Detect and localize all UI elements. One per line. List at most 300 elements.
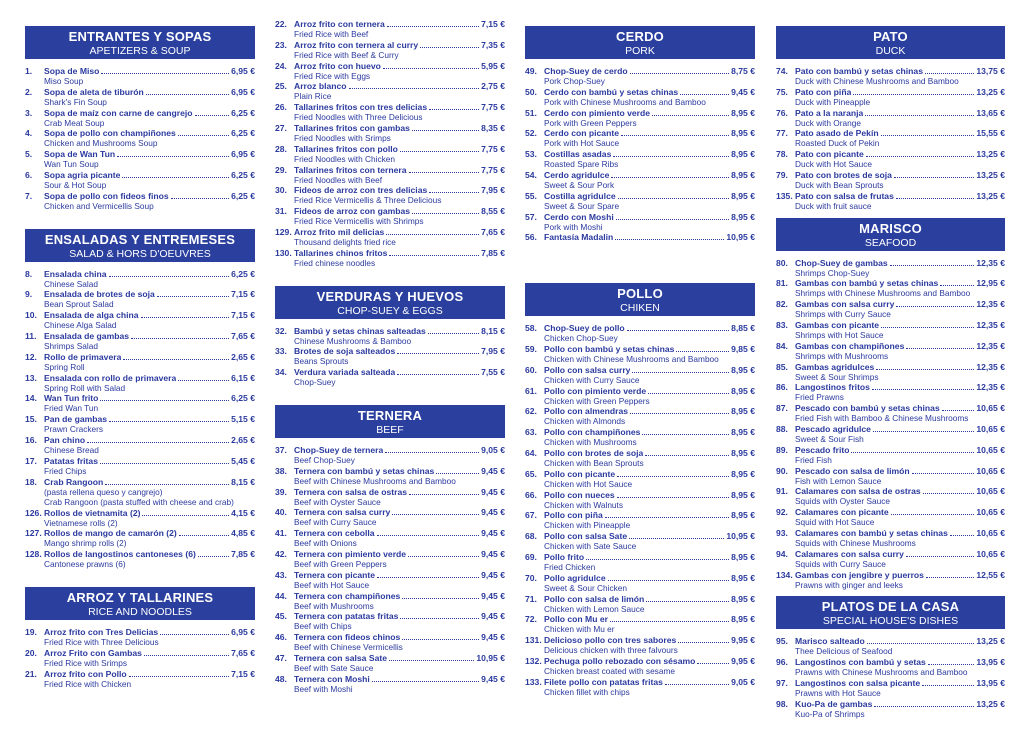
dot-leader xyxy=(896,198,974,199)
item-number: 66. xyxy=(525,489,537,500)
item-price: 5,95 € xyxy=(481,60,505,71)
item-number: 89. xyxy=(776,444,788,455)
dot-leader xyxy=(630,413,729,414)
item-line xyxy=(795,486,1005,496)
dot-leader xyxy=(428,333,479,334)
item-number: 58. xyxy=(525,323,537,334)
item-body xyxy=(294,61,505,81)
item-translation: Spring Roll with Salad xyxy=(44,382,126,393)
dot-leader xyxy=(665,684,729,685)
item-translation: Fried Rice with Three Delicious xyxy=(44,636,159,647)
item-line xyxy=(294,346,505,356)
item-body xyxy=(44,435,255,455)
item-body xyxy=(795,278,1005,298)
dot-leader xyxy=(627,330,729,331)
dot-leader xyxy=(100,463,229,464)
dot-leader xyxy=(117,156,229,157)
item-name: Patatas fritas xyxy=(44,455,98,466)
item-line xyxy=(795,382,1005,392)
item-name: Chop-Suey de pollo xyxy=(544,323,625,334)
item-body xyxy=(544,614,755,634)
item-price: 8,95 € xyxy=(731,149,755,160)
item-body xyxy=(294,653,505,673)
item-translation-2: Crab Rangoon (pasta stuffed with cheese and crab) xyxy=(44,496,234,507)
item-price: 8,95 € xyxy=(731,447,755,458)
item-name: Ternera con patatas fritas xyxy=(294,611,399,622)
item-number: 87. xyxy=(776,403,788,414)
item-price: 13,95 € xyxy=(976,677,1005,688)
item-body xyxy=(544,149,755,169)
menu-item xyxy=(525,191,755,212)
menu-item xyxy=(776,445,1005,466)
section-header xyxy=(275,286,505,319)
item-body xyxy=(44,170,255,190)
menu-item xyxy=(25,435,255,456)
menu-item xyxy=(25,414,255,435)
dot-leader xyxy=(906,556,974,557)
menu-item xyxy=(275,591,505,612)
item-name: Gambas con jengibre y puerros xyxy=(795,569,924,580)
item-line xyxy=(544,323,755,333)
section-subtitle: RICE AND NOODLES xyxy=(88,605,192,618)
item-number: 79. xyxy=(776,169,788,180)
menu-item xyxy=(525,128,755,149)
item-line xyxy=(294,326,505,336)
item-name: Sopa agria picante xyxy=(44,169,121,180)
item-body xyxy=(795,258,1005,278)
dot-leader xyxy=(891,514,975,515)
item-number: 7. xyxy=(25,190,33,201)
item-translation: Chicken with Almonds xyxy=(544,416,626,427)
item-number: 134. xyxy=(776,569,793,580)
dot-leader xyxy=(178,380,229,381)
dot-leader xyxy=(906,348,974,349)
item-name: Rollos de vietnamita (2) xyxy=(44,507,141,518)
item-translation: Prawn Crackers xyxy=(44,424,104,435)
item-translation: Shrimps with Chinese Mushrooms and Bamboo xyxy=(795,288,971,299)
menu-item xyxy=(776,170,1005,191)
item-line xyxy=(795,362,1005,372)
item-body xyxy=(544,323,755,343)
dot-leader xyxy=(144,655,229,656)
menu-item xyxy=(275,19,505,40)
section-subtitle: SEAFOOD xyxy=(864,236,917,249)
item-number: 50. xyxy=(525,86,537,97)
menu-item xyxy=(275,507,505,528)
item-body xyxy=(294,165,505,185)
item-price: 6,25 € xyxy=(231,128,255,139)
menu-item xyxy=(525,212,755,233)
item-name: Calamares con salsa curry xyxy=(795,548,904,559)
item-name: Pato a la naranja xyxy=(795,107,864,118)
menu-item xyxy=(25,648,255,669)
item-line xyxy=(294,674,505,684)
dot-leader xyxy=(123,359,229,360)
item-translation: Sweet & Sour Pork xyxy=(544,179,615,190)
item-translation: Vietnamese rolls (2) xyxy=(44,517,118,528)
item-number: 53. xyxy=(525,149,537,160)
item-translation: Squids with Chinese Mushrooms xyxy=(795,537,916,548)
menu-item xyxy=(25,289,255,310)
item-number: 13. xyxy=(25,372,37,383)
item-body xyxy=(294,123,505,143)
item-name: Costillas asadas xyxy=(544,149,612,160)
item-name: Pato asado de Pekín xyxy=(795,128,879,139)
dot-leader xyxy=(894,177,974,178)
menu-item xyxy=(25,549,255,570)
item-translation: Sweet & Sour Shrimps xyxy=(795,371,879,382)
item-price: 6,95 € xyxy=(231,66,255,76)
item-number: 42. xyxy=(275,548,287,559)
item-number: 77. xyxy=(776,128,788,139)
menu-item xyxy=(525,170,755,191)
menu-item xyxy=(525,510,755,531)
item-number: 97. xyxy=(776,677,788,688)
menu-item xyxy=(776,486,1005,507)
item-number: 16. xyxy=(25,434,37,445)
menu-item xyxy=(525,656,755,677)
item-price: 6,25 € xyxy=(231,107,255,118)
item-number: 40. xyxy=(275,507,287,518)
item-name: Gambas con bambú y setas chinas xyxy=(795,278,939,289)
item-line xyxy=(294,445,505,455)
item-name: Pollo con salsa Sate xyxy=(544,531,628,542)
item-name: Pato con bambú y setas chinas xyxy=(795,66,923,76)
section-header xyxy=(25,229,255,262)
item-translation: Crab Meat Soup xyxy=(44,117,105,128)
item-translation: Beef with Chinese Mushrooms and Bamboo xyxy=(294,475,456,486)
menu-item xyxy=(275,367,505,388)
item-body xyxy=(294,144,505,164)
item-price: 15,55 € xyxy=(976,128,1005,139)
dot-leader xyxy=(160,634,229,635)
item-body xyxy=(294,81,505,101)
item-price: 13,25 € xyxy=(976,86,1005,97)
item-number: 14. xyxy=(25,393,37,404)
menu-item xyxy=(275,165,505,186)
item-name: Sopa de Miso xyxy=(44,66,100,76)
item-translation: Beef with Green Peppers xyxy=(294,558,387,569)
item-number: 81. xyxy=(776,278,788,289)
dot-leader xyxy=(105,484,229,485)
item-line xyxy=(544,531,755,541)
item-price: 12,35 € xyxy=(976,299,1005,310)
item-name: Pollo frito xyxy=(544,551,585,562)
item-line xyxy=(795,549,1005,559)
menu-item xyxy=(25,149,255,170)
item-translation: Chinese Salad xyxy=(44,278,98,289)
dot-leader xyxy=(397,353,479,354)
item-body xyxy=(294,248,505,268)
item-body xyxy=(44,87,255,107)
item-line xyxy=(795,191,1005,201)
menu-item xyxy=(776,382,1005,403)
item-line xyxy=(544,191,755,201)
item-price: 9,45 € xyxy=(481,465,505,476)
item-line xyxy=(44,352,255,362)
dot-leader xyxy=(621,135,729,136)
item-translation: Chicken with Pineapple xyxy=(544,520,631,531)
dot-leader xyxy=(389,255,479,256)
dot-leader xyxy=(926,577,974,578)
item-number: 19. xyxy=(25,626,37,637)
item-translation: Cantonese prawns (6) xyxy=(44,559,126,570)
item-translation: Sweet & Sour Chicken xyxy=(544,582,628,593)
dot-leader xyxy=(146,94,229,95)
item-number: 69. xyxy=(525,551,537,562)
item-name: Arroz frito con huevo xyxy=(294,60,381,71)
dot-leader xyxy=(409,494,479,495)
item-line xyxy=(44,414,255,424)
dot-leader xyxy=(179,535,229,536)
menu-item xyxy=(25,352,255,373)
item-translation: Chicken with Mu er xyxy=(544,624,615,635)
item-body xyxy=(294,528,505,548)
dot-leader xyxy=(615,239,724,240)
item-line xyxy=(294,19,505,29)
item-name: Arroz frito con ternera al curry xyxy=(294,39,419,50)
item-body xyxy=(795,66,1005,86)
item-name: Marisco salteado xyxy=(795,636,865,647)
item-body xyxy=(294,549,505,569)
item-body xyxy=(544,232,755,242)
item-translation: Prawns with Chinese Mushrooms and Bamboo xyxy=(795,667,968,678)
item-translation: Fish with Lemon Sauce xyxy=(795,475,882,486)
item-body xyxy=(544,427,755,447)
dot-leader xyxy=(646,601,729,602)
item-price: 7,55 € xyxy=(481,367,505,378)
item-body xyxy=(544,365,755,385)
section-pollo xyxy=(525,283,755,697)
item-body xyxy=(44,549,255,569)
item-number: 96. xyxy=(776,657,788,668)
section-title: ARROZ Y TALLARINES xyxy=(66,589,214,605)
item-line xyxy=(795,403,1005,413)
item-name: Pollo con salsa de limón xyxy=(544,593,645,604)
item-line xyxy=(795,445,1005,455)
item-price: 7,65 € xyxy=(231,330,255,341)
item-number: 27. xyxy=(275,122,287,133)
item-body xyxy=(544,66,755,86)
item-body xyxy=(294,611,505,631)
item-number: 67. xyxy=(525,510,537,521)
item-line xyxy=(544,365,755,375)
dot-leader xyxy=(618,198,729,199)
item-name: Sopa de pollo con fideos finos xyxy=(44,190,169,201)
item-price: 8,95 € xyxy=(731,572,755,583)
dot-leader xyxy=(387,26,479,27)
item-price: 2,65 € xyxy=(231,434,255,445)
item-number: 131. xyxy=(525,635,542,646)
section-arroz-cont xyxy=(275,19,505,269)
column-4 xyxy=(776,26,1005,737)
item-translation: Beef with Chips xyxy=(294,621,352,632)
item-line xyxy=(294,144,505,154)
column-1 xyxy=(25,26,255,706)
item-number: 88. xyxy=(776,423,788,434)
menu-item xyxy=(25,669,255,690)
item-body xyxy=(544,191,755,211)
dot-leader xyxy=(922,685,974,686)
item-translation: Chop-Suey xyxy=(294,377,336,388)
item-price: 6,25 € xyxy=(231,169,255,180)
item-body xyxy=(44,627,255,647)
section-header xyxy=(275,405,505,438)
item-price: 8,95 € xyxy=(731,551,755,562)
item-line xyxy=(44,528,255,538)
item-translation: Fried Rice Vermicellis with Shrimps xyxy=(294,216,424,227)
item-number: 26. xyxy=(275,102,287,113)
dot-leader xyxy=(866,156,975,157)
item-name: Tallarines chinos fritos xyxy=(294,247,388,258)
menu-item xyxy=(776,108,1005,129)
item-price: 8,95 € xyxy=(731,510,755,521)
item-body xyxy=(294,346,505,366)
item-translation: Beef with Hot Sauce xyxy=(294,579,370,590)
section-header xyxy=(776,218,1005,251)
item-line xyxy=(795,657,1005,667)
item-name: Rollos de langostinos cantoneses (6) xyxy=(44,549,196,560)
item-line xyxy=(44,627,255,637)
item-body xyxy=(44,456,255,476)
item-line xyxy=(44,477,255,487)
section-ternera xyxy=(275,405,505,695)
item-name: Rollos de mango de camarón (2) xyxy=(44,528,177,539)
menu-item xyxy=(525,108,755,129)
item-translation: Sweet & Sour Spare xyxy=(544,200,620,211)
item-translation: Prawns with ginger and leeks xyxy=(795,579,903,590)
section-subtitle: DUCK xyxy=(875,45,906,57)
item-price: 10,65 € xyxy=(976,444,1005,455)
item-name: Pescado frito xyxy=(795,444,850,455)
item-line xyxy=(294,632,505,642)
item-number: 43. xyxy=(275,569,287,580)
item-price: 10,65 € xyxy=(976,527,1005,538)
item-name: Pan de gambas xyxy=(44,414,108,425)
item-body xyxy=(795,341,1005,361)
dot-leader xyxy=(349,88,480,89)
item-translation: Duck with Bean Sprouts xyxy=(795,179,884,190)
menu-item xyxy=(25,170,255,191)
item-line xyxy=(544,149,755,159)
item-price: 8,95 € xyxy=(731,468,755,479)
item-number: 24. xyxy=(275,60,287,71)
menu-item xyxy=(776,549,1005,570)
item-body xyxy=(44,128,255,148)
item-name: Ternera con salsa Sate xyxy=(294,652,387,663)
item-body xyxy=(44,373,255,393)
item-price: 12,35 € xyxy=(976,382,1005,393)
item-name: Tallarines fritos con gambas xyxy=(294,122,410,133)
dot-leader xyxy=(642,434,729,435)
item-number: 37. xyxy=(275,444,287,455)
item-name: Pollo con pimiento verde xyxy=(544,385,647,396)
item-translation: Squid with Hot Sauce xyxy=(795,517,875,528)
dot-leader xyxy=(122,177,229,178)
item-line xyxy=(44,191,255,201)
item-translation: Shrimps with Hot Sauce xyxy=(795,329,884,340)
item-name: Arroz frito con Pollo xyxy=(44,668,127,679)
item-name: Pollo con Mu er xyxy=(544,614,608,625)
item-price: 10,65 € xyxy=(976,548,1005,559)
item-price: 9,45 € xyxy=(481,548,505,559)
item-translation: Shrimps Chop-Suey xyxy=(795,267,870,278)
item-translation: Fried Rice with Chicken xyxy=(44,678,132,689)
item-number: 33. xyxy=(275,346,287,357)
item-number: 48. xyxy=(275,673,287,684)
item-body xyxy=(294,466,505,486)
dot-leader xyxy=(409,172,480,173)
item-body xyxy=(544,448,755,468)
dot-leader xyxy=(100,400,229,401)
item-name: Calamares con picante xyxy=(795,507,889,518)
item-number: 130. xyxy=(275,247,292,258)
menu-item xyxy=(525,531,755,552)
item-translation: Shrimps with Mushrooms xyxy=(795,350,889,361)
menu-item xyxy=(776,528,1005,549)
item-body xyxy=(795,528,1005,548)
section-verduras xyxy=(275,286,505,388)
item-line xyxy=(795,341,1005,351)
menu-item xyxy=(776,278,1005,299)
item-number: 34. xyxy=(275,367,287,378)
item-line xyxy=(795,66,1005,76)
item-body xyxy=(795,466,1005,486)
dot-leader xyxy=(392,514,479,515)
item-number: 25. xyxy=(275,81,287,92)
item-body xyxy=(294,445,505,465)
item-price: 8,95 € xyxy=(731,364,755,375)
item-price: 6,25 € xyxy=(231,393,255,404)
item-line xyxy=(544,635,755,645)
item-price: 12,95 € xyxy=(976,278,1005,289)
menu-item xyxy=(525,406,755,427)
menu-item xyxy=(525,386,755,407)
item-translation: Prawns with Hot Sauce xyxy=(795,687,881,698)
menu-item xyxy=(25,191,255,212)
menu-item xyxy=(25,87,255,108)
section-entrantes xyxy=(25,26,255,212)
item-translation: Fried Chips xyxy=(44,465,87,476)
item-price: 7,95 € xyxy=(481,185,505,196)
item-body xyxy=(544,635,755,655)
item-line xyxy=(294,40,505,50)
dot-leader xyxy=(645,455,729,456)
item-price: 12,35 € xyxy=(976,340,1005,351)
item-line xyxy=(44,289,255,299)
item-name: Cerdo con Moshi xyxy=(544,211,614,222)
menu-item xyxy=(525,635,755,656)
item-body xyxy=(795,128,1005,148)
item-translation: Fried Noodles with Chicken xyxy=(294,153,395,164)
item-translation: Pork with Green Peppers xyxy=(544,117,637,128)
item-body xyxy=(795,382,1005,402)
item-translation: Chinese Mushrooms & Bamboo xyxy=(294,335,412,346)
item-number: 1. xyxy=(25,66,33,76)
column-3 xyxy=(525,26,755,715)
item-line xyxy=(44,128,255,138)
item-price: 8,95 € xyxy=(731,211,755,222)
item-translation: Pork with Hot Sauce xyxy=(544,138,620,149)
item-number: 133. xyxy=(525,676,542,687)
item-body xyxy=(44,648,255,668)
item-name: Pato con piña xyxy=(795,86,852,97)
item-body xyxy=(795,108,1005,128)
item-name: Sopa de aleta de tiburón xyxy=(44,86,144,97)
item-number: 91. xyxy=(776,486,788,497)
item-translation: Fried Rice with Eggs xyxy=(294,70,371,81)
dot-leader xyxy=(873,431,974,432)
